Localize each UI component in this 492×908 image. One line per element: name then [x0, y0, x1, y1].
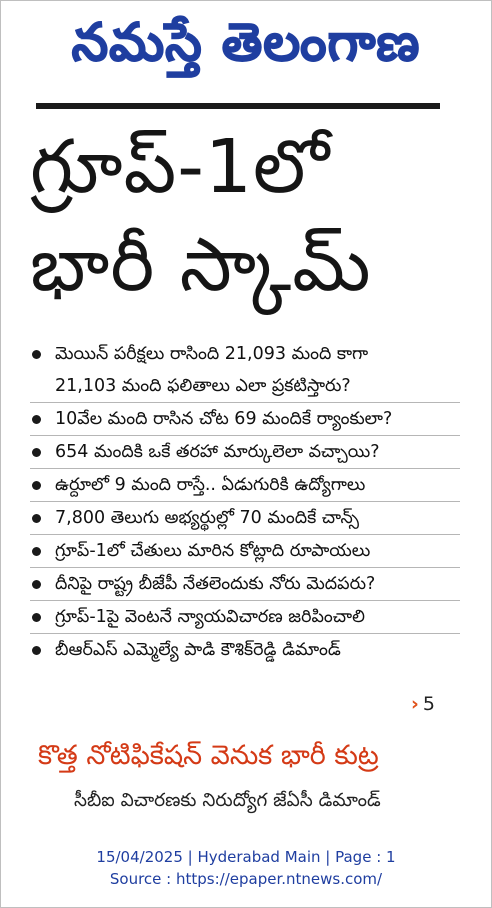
bullet-dot-icon — [32, 580, 41, 589]
subheadline: కొత్త నోటిఫికేషన్‌ వెనుక భారీ కుట్ర — [38, 740, 379, 771]
bullet-dot-icon — [32, 514, 41, 523]
bullet-dot-icon — [32, 547, 41, 556]
bullet-dot-icon — [32, 481, 41, 490]
headline — [30, 118, 450, 314]
bullet-dot-icon — [32, 448, 41, 457]
bullet-item — [30, 338, 460, 403]
bullet-item — [30, 535, 460, 568]
bullet-text: బీఆర్‌ఎస్‌ ఎమ్మెల్యే పాడి కౌశిక్‌రెడ్డి డిమాండ్‌ — [55, 640, 341, 660]
bullet-text: 21,103 మంది ఫలితాలు ఎలా ప్రకటిస్తారు? — [55, 376, 351, 396]
bullet-text: ఉర్దూలో 9 మంది రాస్తే.. ఏడుగురికి ఉద్యోగాలు — [55, 475, 366, 495]
bullet-text: దీనిపై రాష్ట్ర బీజేపీ నేతలెందుకు నోరు మెదపరు? — [55, 574, 376, 594]
bullet-text: గ్రూప్‌-1లో చేతులు మారిన కోట్లాది రూపాయలు — [55, 541, 371, 561]
page-reference[interactable] — [411, 692, 435, 716]
bullet-dot-icon — [32, 415, 41, 424]
bullet-dot-icon — [32, 350, 41, 359]
deck-text: సీబీఐ విచారణకు నిరుద్యోగ జేఏసీ డిమాండ్‌ — [74, 790, 381, 811]
bullet-item — [30, 568, 460, 601]
headline-line-2: భారీ స్కామ్‌ — [30, 222, 372, 308]
bullet-item — [30, 634, 460, 666]
bullet-list — [30, 338, 460, 666]
bullet-text: 10వేల మంది రాసిన చోట 69 మందికే ర్యాంకులా? — [55, 409, 393, 429]
headline-rule — [36, 103, 440, 109]
bullet-dot-icon — [32, 613, 41, 622]
bullet-text: గ్రూప్‌-1పై వెంటనే న్యాయవిచారణ జరిపించాలి — [55, 607, 365, 627]
bullet-text: మెయిన్‌ పరీక్షలు రాసింది 21,093 మంది కాగా — [55, 344, 369, 364]
bullet-item — [30, 502, 460, 535]
bullet-text: 7,800 తెలుగు అభ్యర్థుల్లో 70 మందికే చాన్స్‌ — [55, 508, 359, 528]
bullet-item — [30, 469, 460, 502]
bullet-text: 654 మందికి ఒకే తరహా మార్కులెలా వచ్చాయి? — [55, 442, 380, 462]
page-number: 5 — [422, 693, 435, 715]
headline-line-1: గ్రూప్‌-1లో — [30, 124, 331, 210]
footer-date-edition: 15/04/2025 | Hyderabad Main | Page : 1 — [96, 848, 396, 866]
bullet-dot-icon — [32, 646, 41, 655]
bullet-item — [30, 601, 460, 634]
newspaper-masthead: నమస్తే తెలంగాణ — [71, 13, 421, 73]
source-footer — [0, 846, 492, 890]
footer-source-link[interactable]: Source : https://epaper.ntnews.com/ — [109, 870, 383, 888]
chevron-right-icon: › — [411, 693, 419, 715]
bullet-item — [30, 403, 460, 436]
bullet-item — [30, 436, 460, 469]
